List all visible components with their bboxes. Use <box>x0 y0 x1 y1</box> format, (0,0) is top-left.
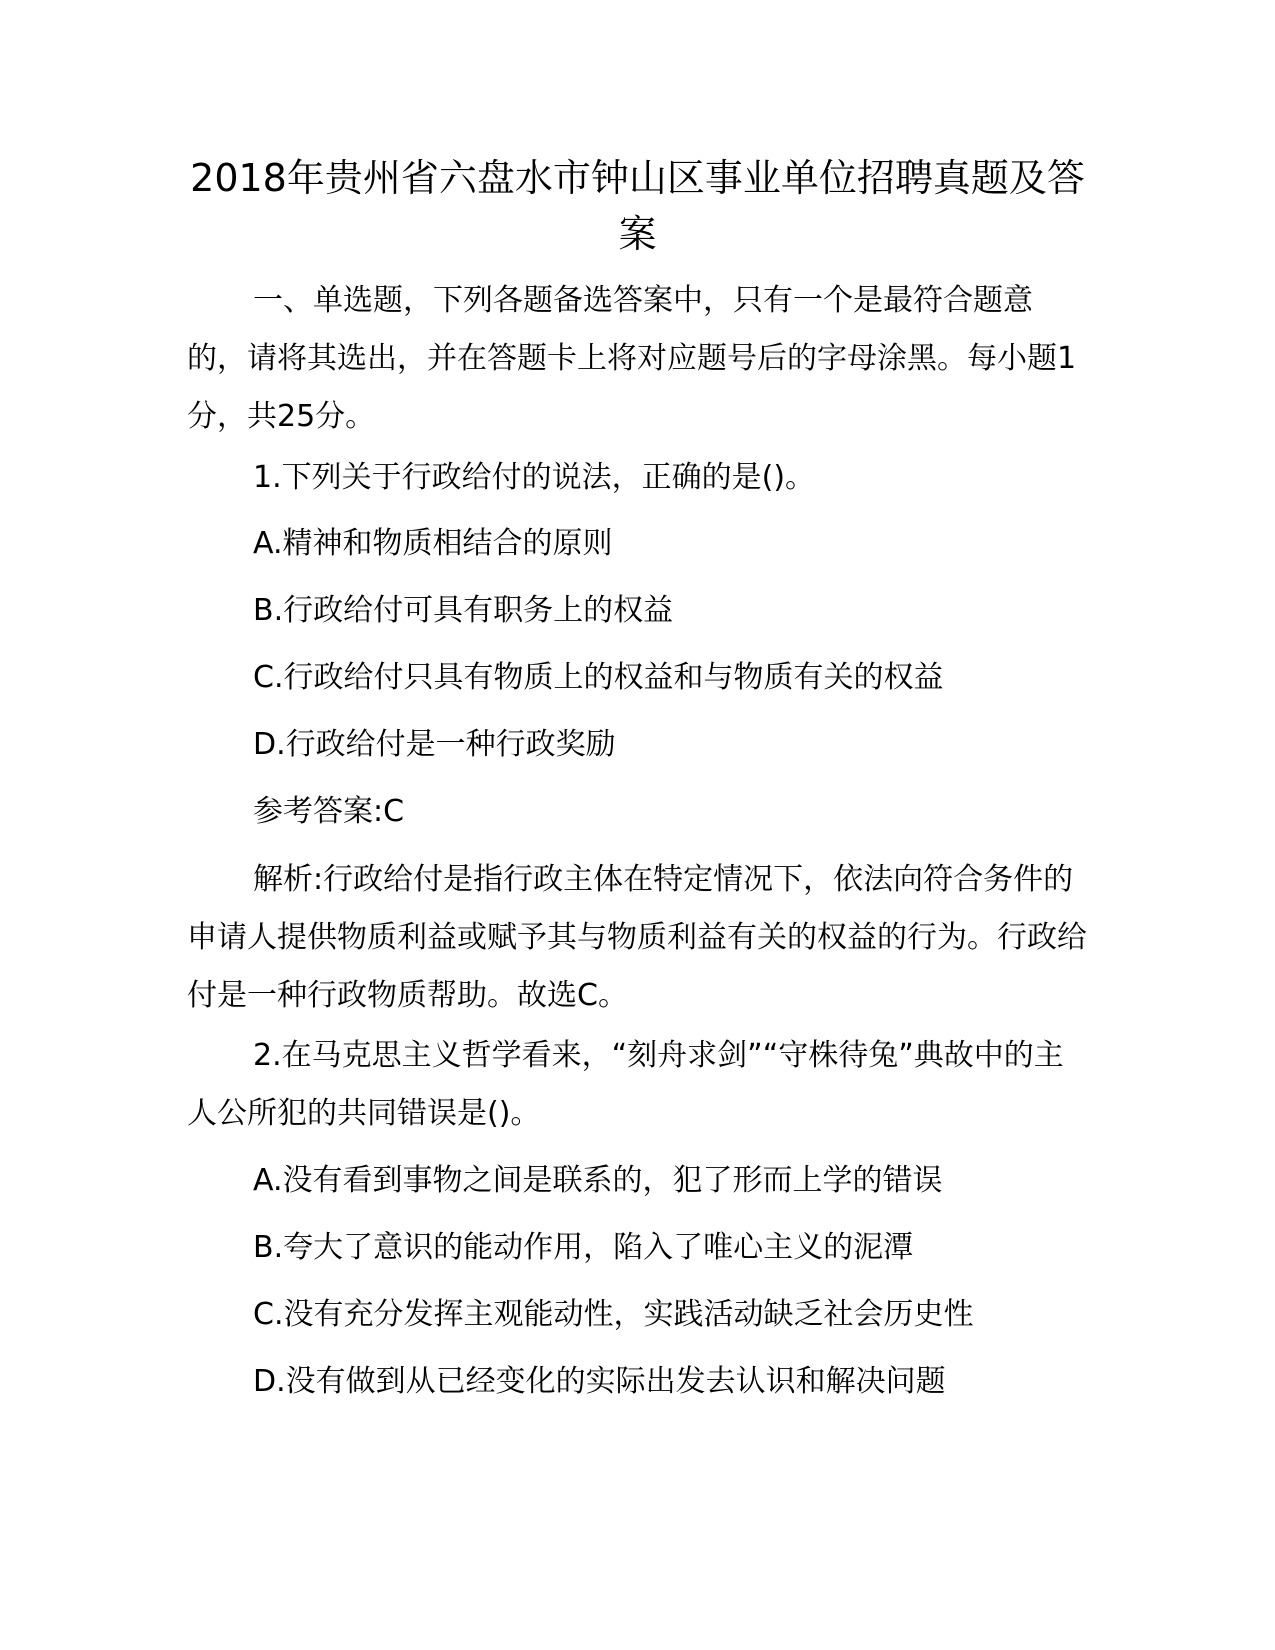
question-1-option-d: D.行政给付是一种行政奖励 <box>253 727 616 762</box>
question-2-stem: 2.在马克思主义哲学看来，“刻舟求剑”“守株待兔”典故中的主人公所犯的共同错误是()。 <box>187 1038 1064 1131</box>
question-2-option-d: D.没有做到从已经变化的实际出发去认识和解决问题 <box>253 1364 946 1399</box>
section-instructions: 一、单选题，下列各题备选答案中，只有一个是最符合题意的，请将其选出，并在答题卡上将对应题号后的字母涂黑。每小题1分，共25分。 <box>187 283 1077 434</box>
question-2-option-a: A.没有看到事物之间是联系的，犯了形而上学的错误 <box>253 1163 943 1198</box>
question-1-option-c: C.行政给付只具有物质上的权益和与物质有关的权益 <box>253 660 944 695</box>
question-1-option-a: A.精神和物质相结合的原则 <box>253 526 613 561</box>
question-1-answer: 参考答案:C <box>253 794 405 829</box>
question-2-option-b: B.夸大了意识的能动作用，陷入了唯心主义的泥潭 <box>253 1230 914 1265</box>
page-title: 2018年贵州省六盘水市钟山区事业单位招聘真题及答案 <box>190 156 1085 256</box>
question-1-analysis: 解析:行政给付是指行政主体在特定情况下，依法向符合务件的申请人提供物质利益或赋予其与物质利益有关的权益的行为。行政给付是一种行政物质帮助。故选C。 <box>187 862 1087 1013</box>
question-2-option-c: C.没有充分发挥主观能动性，实践活动缺乏社会历史性 <box>253 1297 974 1332</box>
question-1-option-b: B.行政给付可具有职务上的权益 <box>253 593 674 628</box>
question-1-stem: 1.下列关于行政给付的说法，正确的是()。 <box>253 460 816 495</box>
